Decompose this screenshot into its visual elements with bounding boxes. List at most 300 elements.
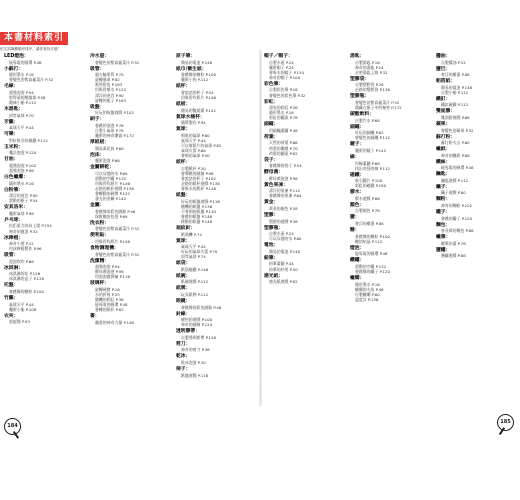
index-entry [350,125,432,141]
entry-item: 好玩的細繩 P.62 [355,130,384,136]
entry-item: 頂等氣球 P.70 [9,112,34,118]
index-entry [264,200,346,211]
entry-item: 簡易的電池 P.148 [181,59,213,65]
entry-item: 隱形墨水 P.16 [9,72,34,78]
entry-heading: 木湯匙： [4,107,24,113]
index-entry [436,223,518,234]
index-entry [90,54,172,65]
index-entry [350,142,432,153]
entry-item: 魔術氣球 P.96 [9,210,34,216]
entry-item: 水的折射 P.25 [95,292,120,298]
index-entry [176,312,258,328]
entry-item: 漂浮的迷宮 P.90 [95,92,124,98]
entry-item: 自製彩色筆 P.16 [269,87,298,93]
entry-heading: 鹽巴： [436,66,451,72]
entry-item: 翻書的神奇力量 P.146 [95,319,134,325]
entry-heading: 鑷子： [436,184,451,190]
index-entry [4,157,86,173]
index-entry [4,236,86,252]
entry-item: 會轉的紙杯 P.82 [95,307,124,313]
entry-item: 神奇的剪刀 P.36 [181,347,210,353]
index-entry [264,100,346,121]
book-gutter [259,50,262,406]
entry-item: 鑰匙遊戲 P.112 [441,177,469,183]
entry-heading: 便利貼： [90,233,110,239]
index-entry [176,286,258,297]
entry-item: 會長霉的麵包 P.66 [441,228,474,234]
index-entry [436,160,518,171]
left-page [4,54,260,404]
index-entry [176,160,258,191]
entry-heading: 吸盤： [90,104,105,110]
entry-heading: 可樂： [4,132,19,138]
index-entry [176,84,258,100]
entry-heading: 竹籤： [4,296,19,301]
entry-heading: 鐵絲： [436,159,451,165]
entry-item: 會飛的氣球 P.90 [181,153,210,159]
index-entry [264,82,346,98]
index-entry [350,94,432,110]
entry-item: 自製醬油 P.32 [441,59,466,65]
entry-heading: 彩虹： [264,99,279,105]
entry-heading: 醬油： [436,54,451,59]
entry-item: 魔法泡泡 P.120 [9,150,37,156]
entry-heading: 鏡子： [350,142,365,148]
entry-item: 糖的結晶 P.112 [355,238,383,244]
index-entry [176,354,258,365]
entry-heading: 線： [350,154,360,160]
entry-item: 隱形墨水 P.16 [355,281,380,287]
index-entry [176,54,258,65]
entry-heading: 紙碗： [176,273,191,279]
entry-item: 會跳舞的彩色圓點 P.46 [95,208,136,214]
entry-heading: 荷葉： [264,134,279,140]
entry-item: 滾動的空罐 P.132 [355,263,387,269]
entry-item: 紙盤遊戲 P.118 [181,372,209,378]
entry-item: 漂亮的彩虹 P.36 [269,105,298,111]
index-entry [350,246,432,257]
index-entry [90,105,172,116]
entry-heading: 玉米粉： [4,144,24,150]
entry-item: 走路的塑膠袋 P.136 [355,87,390,93]
entry-item: 會變色的蘋果 P.32 [441,127,474,133]
index-entry [4,188,86,204]
index-subtitle: 依名詞筆劃順序排序，讓你查找方便！ [0,47,62,51]
entry-item: 紙碗遊戲 P.112 [181,279,209,285]
entry-heading: 紙杯： [176,160,191,166]
entry-heading: 甘油： [4,157,19,163]
index-entry [436,54,518,65]
index-entry [90,67,172,103]
entry-heading: 鋁箔紙： [436,79,456,85]
entry-heading: 安其洛米： [4,205,28,211]
entry-heading: 厚紙板： [90,139,110,145]
index-entry [350,155,432,171]
entry-item: 簡易的雙面鏡 P.142 [181,107,216,113]
entry-item: 超強泡泡 P.94 [9,89,34,95]
entry-item: 會變色的彩色筆 P.32 [269,92,306,98]
entry-item: 會跳的紙盤 P.146 [181,213,213,219]
index-entry [4,266,86,282]
entry-heading: 雙面膠： [436,109,456,115]
index-entry [436,97,518,108]
entry-heading: 糖： [350,228,360,234]
entry-item: 魔術泡泡 P.66 [95,158,120,164]
entry-item: 保鮮膜的包裝 P.69 [95,213,128,219]
index-entry [176,342,258,353]
index-entry [176,274,258,285]
page-number-left [4,418,21,435]
entry-item: 可以射紙片的氣球 P.82 [181,142,222,148]
index-entry [350,112,432,123]
entry-heading: 泡沫： [90,152,105,158]
index-entry [350,190,432,201]
entry-item: 隱藏在瓶子中的秘密 P.172 [355,105,402,111]
index-entry [4,253,86,264]
entry-item: 用吸管吹紙片 P.146 [95,180,130,186]
entry-heading: 黃金： [264,200,279,206]
entry-item: 用吸管吹紙片 P.146 [95,239,130,245]
entry-heading: 金屬： [90,203,105,209]
entry-item: 感光紙遊戲 P.82 [269,279,298,285]
page-number-right-label: 185 [500,419,511,425]
index-entry [264,256,346,272]
index-entry [176,367,258,378]
entry-item: 漂浮的果凍 P.112 [269,188,301,194]
entry-item: 自製塑膠袋 P.28 [355,82,384,88]
entry-item: 蘇打粉火山 P.60 [441,140,470,146]
entry-item: 能導電的圓環 P.48 [355,251,388,257]
index-entry [176,193,258,224]
index-column-5 [350,54,432,304]
entry-item: 會變色的紫高麗菜汁 P.32 [355,100,400,106]
entry-item: 神奇的風浪 P.32 [9,228,38,234]
index-entry [436,79,518,95]
entry-item: 隱形墨水 P.16 [269,110,294,116]
index-entry [350,77,432,93]
entry-item: 超強泡泡 P.96 [9,168,34,174]
entry-item: 迴旋鏢 P.93 [9,319,30,325]
entry-item: 走吧湯匙上路 P.32 [355,69,388,75]
entry-heading: 帽子／帽子： [264,54,293,59]
page-number-right [497,414,514,431]
index-entry [90,233,172,244]
entry-heading: 冷水壺： [90,54,110,59]
index-entry [176,299,258,310]
entry-item: 會吸水的帽子 P.154 [269,69,304,75]
entry-heading: 塑膠瓶： [264,225,284,231]
index-entry [436,147,518,158]
index-entry [436,109,518,120]
entry-item: 射得遠的壓縮器 P.58 [9,94,46,100]
entry-heading: 鐵釘： [436,96,451,102]
entry-item: 鉛筆的妙用 P.50 [269,266,298,272]
index-entry [90,153,172,164]
index-title: 本書材料索引 [0,32,68,45]
entry-item: 對抗吸引的磁鐵 P.112 [9,137,48,143]
entry-heading: 蠟筆： [436,235,451,241]
entry-item: 自製小氣球 P.76 [95,127,124,133]
entry-item: 黃金的顏色 P.58 [269,206,298,212]
entry-heading: 洗潔精： [90,258,110,264]
entry-heading: 原子筆： [176,54,196,59]
entry-heading: 膠水： [350,190,365,196]
entry-heading: 鹽： [350,215,360,221]
entry-heading: 蘋果： [436,121,451,127]
index-entry [176,115,258,126]
entry-heading: 紙巾/衛生紙： [176,66,207,72]
entry-item: 會跳舞的糖粒 P.100 [181,72,216,78]
index-entry [4,218,86,234]
entry-heading: 透明膠帶： [176,329,200,335]
entry-heading: 冰棒棍： [4,235,24,241]
entry-item: 魔術小船 P.108 [9,306,37,312]
entry-item: 走路的紙杯遊戲 P.136 [181,180,220,186]
magnifier-handle-icon [499,427,505,434]
entry-heading: 食物調理機： [90,246,119,251]
entry-heading: 蠟燭： [350,275,365,281]
entry-item: 神奇的帽子 P.100 [269,74,301,80]
entry-item: 塑膠的遊戲 P.38 [269,218,298,224]
index-entry [264,122,346,133]
entry-item: 會浮的雞蛋 P.88 [355,221,384,227]
index-entry [264,158,346,169]
index-entry [436,172,518,183]
index-entry [90,117,172,138]
entry-item: 會跳舞的罐子 P.120 [355,268,390,274]
entry-item: 會轉動的硬幣 P.122 [95,191,130,197]
entry-item: 好玩的氣球火箭 P.70 [181,249,218,255]
entry-heading: 玻璃杯： [90,281,110,287]
entry-heading: 彩色筆： [264,81,284,87]
entry-item: 漂浮的迷宮 P.90 [9,193,38,199]
index-column-1 [4,54,86,326]
index-entry [436,248,518,259]
entry-heading: 麵包： [436,222,451,228]
entry-heading: 冰淇淋： [4,265,24,271]
index-entry [4,205,86,216]
entry-item: 自製顏色 P.78 [355,208,380,214]
entry-heading: 托盤： [4,283,19,289]
index-entry [4,296,86,312]
entry-item: 鹽罐遊戲 P.88 [441,253,466,259]
index-entry [436,135,518,146]
entry-item: 泡泡吹吹 P.66 [9,258,34,264]
entry-item: 自製水壺 P.24 [269,231,294,237]
entry-heading: 白粉筆： [4,187,24,193]
entry-item: 會變色的紫高麗菜汁 P.32 [95,59,140,65]
index-entry [90,259,172,280]
entry-item: 好玩的吸盤遊戲 P.102 [95,110,134,116]
page-number-left-label: 184 [7,423,18,429]
entry-item: 用線畫圖 P.66 [355,160,380,166]
index-entry [264,183,346,199]
index-entry [436,67,518,78]
index-entry [350,215,432,226]
entry-item: 蠟筆的畫 P.78 [441,240,466,246]
entry-item: 可以穿越的水 P.60 [269,236,302,242]
entry-item: 雙面膠遊戲 P.66 [441,115,470,120]
index-entry [176,67,258,83]
entry-heading: 顏色： [350,202,365,208]
index-entry [176,261,258,272]
entry-item: 隱形墨水 P.16 [9,180,34,186]
entry-item: 超強泡泡 P.102 [9,162,37,168]
entry-item: 紙飛機 P.74 [181,231,202,237]
entry-item: 自製小船 P.112 [441,89,469,95]
entry-heading: 氣球水桶杯： [176,114,205,120]
entry-item: 會跳舞的糖粒 P.100 [9,289,44,295]
entry-item: 移動的紙盤 P.148 [181,218,213,224]
entry-item: 會吸水的紙杯 P.146 [181,186,216,191]
entry-item: 乾冰泡泡 P.30 [181,360,206,366]
index-entry [264,170,346,181]
entry-heading: 紙杯： [176,84,191,90]
entry-heading: 衣夾： [4,313,19,319]
entry-heading: 感光紙： [264,273,284,279]
entry-item: 會變色的紫高麗菜汁 P.32 [95,226,140,232]
entry-item: 用泡泡做實驗 P.116 [95,274,130,280]
entry-item: 氣球天平 P.44 [181,137,206,143]
entry-item: 滾動的瓶子 P.54 [9,198,38,204]
index-column-4 [264,54,346,286]
entry-item: 自製水壺 P.24 [269,59,294,65]
entry-item: 神奇小遊 P.12 [9,241,34,247]
entry-item: 魔術的神奇樂器 P.172 [95,132,134,138]
entry-item: 會變色的紫高麗菜汁 P.32 [9,77,54,83]
index-entry [264,243,346,254]
entry-item: 旋轉風車 P.82 [95,77,120,83]
index-entry [436,235,518,246]
entry-heading: 細繩： [264,122,279,128]
entry-heading: 紙牌： [176,286,191,292]
entry-heading: 紙袋： [176,261,191,267]
index-entry [90,203,172,219]
entry-heading: 小蘇打： [4,66,24,72]
index-entry [90,246,172,257]
entry-heading: 磁鐵： [350,172,365,178]
entry-item: 神奇的湯匙 P.24 [355,64,384,70]
index-entry [90,281,172,312]
entry-heading: 鐵罐： [350,258,365,264]
index-entry [436,197,518,208]
index-entry [4,54,86,65]
entry-heading: 椅子： [176,367,191,372]
index-entry [176,102,258,113]
entry-item: 風火輪麥管 P.70 [95,72,124,78]
entry-heading: 氣球： [176,238,191,244]
entry-item: 旋轉的瓶子 P.163 [95,97,127,103]
entry-item: 玩具紙牌 P.112 [181,292,209,298]
entry-heading: 剪刀： [176,341,191,347]
entry-item: 神奇的麵粉 P.102 [441,203,473,209]
entry-item: 能導電的圓環 P.48 [95,302,128,308]
entry-item: 氣球天平 P.44 [9,125,34,131]
entry-heading: 迴紋針： [176,225,196,231]
entry-item: 縫紉的遊戲 P.100 [181,317,213,323]
entry-item: 會跳的泡泡 P.76 [95,122,124,128]
entry-item: 會彈跳的圓圈 P.96 [181,170,214,176]
entry-heading: 罐子： [436,210,451,216]
entry-item: 神奇的縫線 P.124 [181,322,213,328]
entry-heading: 乾冰： [176,354,191,360]
index-entry [4,132,86,143]
entry-item: 酵母菌泡泡 P.98 [269,175,298,181]
entry-item: 會浮的雞蛋 P.88 [441,72,470,78]
index-entry [4,67,86,83]
entry-item: 自製湯匙 P.16 [355,59,380,65]
entry-heading: 氣球： [176,127,191,133]
entry-item: 自製透明膠帶 P.126 [181,334,216,340]
entry-item: 找出奇怪的線 P.112 [355,165,390,171]
entry-heading: 針線： [176,311,191,317]
index-entry [4,107,86,118]
entry-item: 會跳舞的袋子 P.54 [269,163,302,169]
entry-heading: 燈泡： [350,245,365,251]
index-entry [436,210,518,221]
entry-item: 自製紙杯 P.30 [181,165,206,171]
entry-item: 天然的荷葉 P.66 [269,140,298,146]
entry-item: 趣味小船 P.112 [9,100,37,106]
entry-item: 走路的紙杯遊戲 P.136 [95,186,134,191]
index-entry [264,226,346,242]
entry-item: 用冰棒棍製作 P.96 [9,246,42,252]
entry-heading: 刷子： [90,117,105,123]
index-column-2 [90,54,172,327]
entry-heading: 電池： [264,243,279,249]
entry-item: 膠水遊戲 P.66 [355,195,380,201]
entry-item: 超強泡泡 P.94 [95,264,120,270]
entry-item: 冰淇淋的花 P.126 [9,271,41,277]
entry-item: 氣球火箭 P.66 [181,147,206,153]
entry-item: 能導電的圓環 P.48 [9,59,42,65]
entry-item: 滾動的空罐 P.132 [95,175,127,181]
index-entry [264,213,346,224]
entry-heading: LED燈泡： [4,54,29,59]
entry-heading: 湯匙： [350,54,365,59]
entry-item: 會跳的罐子 P.120 [441,215,473,221]
entry-heading: 蘇打粉： [436,134,456,140]
entry-item: 可以穿越的水 P.60 [95,170,128,176]
entry-item: 簡易的電池 P.148 [269,248,301,254]
magnifier-handle-icon [13,431,19,438]
entry-heading: 紙板： [176,101,191,107]
entry-heading: 鑰匙： [436,172,451,178]
entry-heading: 白色蠟燭： [4,175,28,180]
entry-item: 會跳舞的彩色圓點 P.46 [181,304,222,310]
entry-item: 自製汽水 P.68 [355,117,380,123]
entry-heading: 麵粉： [436,197,451,203]
entry-heading: 毛線： [4,84,19,90]
entry-item: 會說話的杯子 P.102 [181,175,216,181]
entry-heading: 吸管： [4,253,19,259]
entry-item: 氣球天平 P.44 [9,301,34,307]
entry-item: 簡單製作 P.94 [181,120,206,126]
entry-heading: 牙籤： [4,119,19,125]
index-entry [176,239,258,260]
entry-item: 抗拒重力的向上爬 P.154 [9,223,52,229]
entry-heading: 吸管： [90,66,105,72]
entry-item: 用吸管噴水 P.122 [95,87,127,93]
index-entry [176,226,258,237]
index-entry [350,276,432,302]
index-entry [350,173,432,189]
index-entry [264,274,346,285]
entry-item: 神奇的蠟紙 P.88 [441,152,470,158]
entry-item: 魔術小狗 P.112 [181,77,209,83]
entry-heading: 塑膠袋： [350,76,370,82]
entry-heading: 碳酸飲料： [350,112,374,118]
